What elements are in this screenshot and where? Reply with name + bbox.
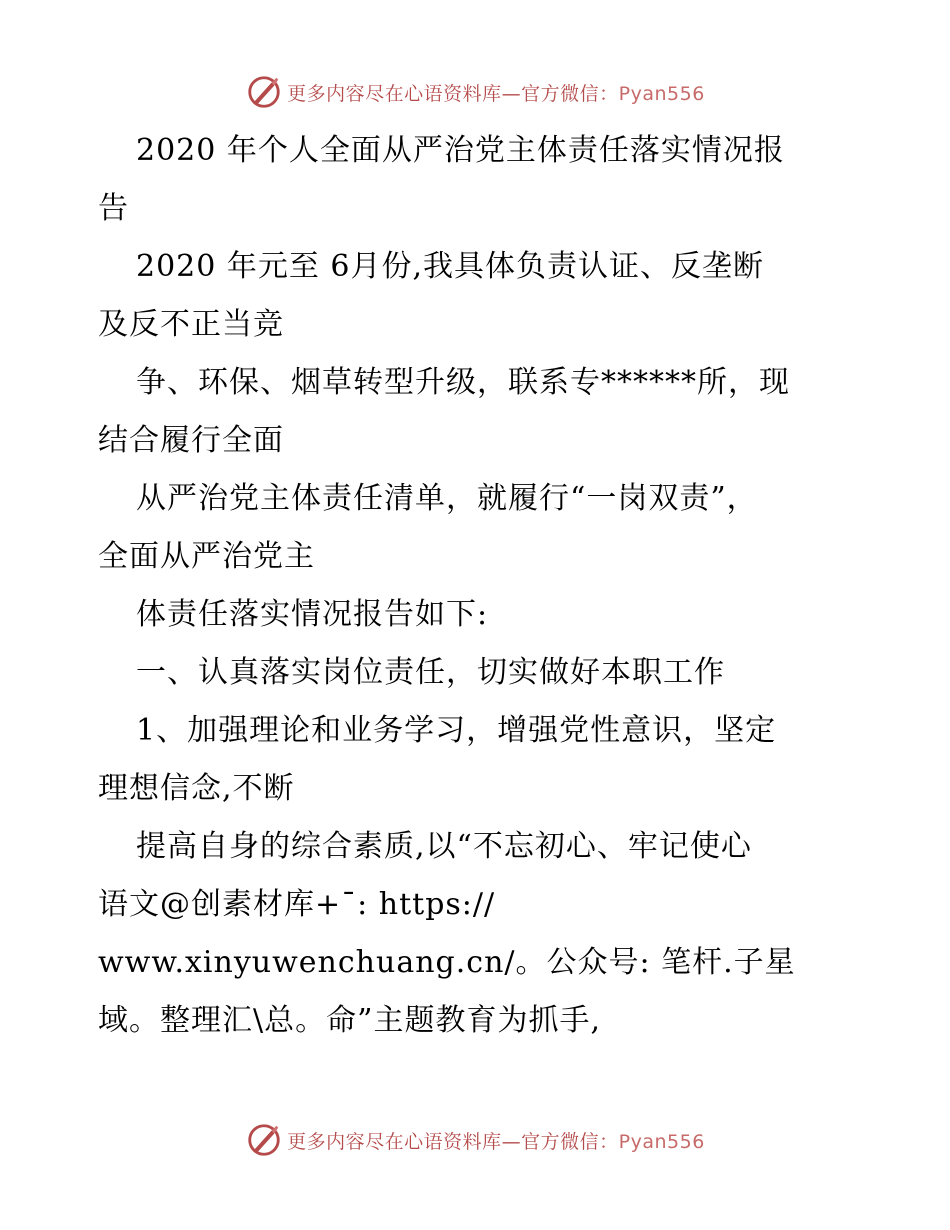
text-line: 告 xyxy=(98,191,129,226)
header-watermark xyxy=(0,70,950,114)
watermark-wechat-id: Pyan556 xyxy=(618,82,705,105)
text-line: 争、环保、烟草转型升级，联系专******所，现 xyxy=(136,365,790,400)
text-line: 语文@创素材库+¯: https:// xyxy=(98,887,496,922)
text-line: 及反不正当竞 xyxy=(98,307,284,342)
watermark-wechat-id: Pyan556 xyxy=(618,1130,705,1153)
text-line: 结合履行全面 xyxy=(98,423,284,458)
watermark-text: 更多内容尽在心语资料库—官方微信：Pyan556 xyxy=(287,1130,705,1153)
text-line: 提高自身的综合素质,以“不忘初心、牢记使心 xyxy=(136,829,752,864)
text-line: 全面从严治党主 xyxy=(98,539,315,574)
text-line: 域。整理汇\总。命”主题教育为抓手, xyxy=(98,1003,601,1038)
text-line: 理想信念,不断 xyxy=(98,771,295,806)
text-line: 从严治党主体责任清单，就履行“一岗双责”， xyxy=(136,481,758,516)
pen-logo-icon xyxy=(245,1121,283,1159)
footer-watermark xyxy=(0,1118,950,1162)
pen-logo-icon xyxy=(245,73,283,111)
text-line: 2020 年个人全面从严治党主体责任落实情况报 xyxy=(136,133,785,168)
text-line: www.xinyuwenchuang.cn/。公众号: 笔杆.子星 xyxy=(98,945,796,980)
watermark-text: 更多内容尽在心语资料库—官方微信：Pyan556 xyxy=(287,82,705,105)
text-line: 2020 年元至 6月份,我具体负责认证、反垄断 xyxy=(136,249,765,284)
document-body xyxy=(98,122,858,1050)
text-line: 一、认真落实岗位责任，切实做好本职工作 xyxy=(136,655,725,690)
text-line: 1、加强理论和业务学习，增强党性意识，坚定 xyxy=(136,713,777,748)
text-line: 体责任落实情况报告如下: xyxy=(136,597,489,632)
